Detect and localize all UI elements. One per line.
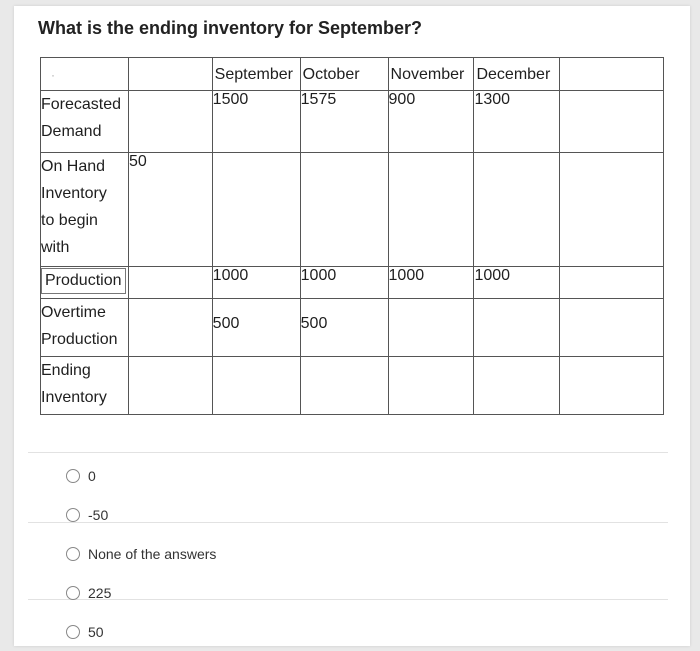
table-cell: 1000 (300, 267, 388, 299)
row-label-ending-inventory: Ending Inventory (41, 357, 129, 415)
answer-option[interactable] (66, 612, 216, 651)
table-row (41, 267, 664, 299)
option-label: 50 (88, 623, 104, 640)
header-empty-cell (128, 58, 212, 91)
empty-cell (128, 91, 212, 153)
option-label: -50 (88, 506, 109, 523)
answer-option[interactable] (66, 573, 216, 612)
answer-option[interactable] (66, 456, 216, 495)
table-cell: 1500 (212, 91, 300, 153)
table-cell: 1000 (388, 267, 474, 299)
on-hand-value: 50 (128, 153, 212, 267)
empty-cell (560, 267, 664, 299)
empty-cell (388, 153, 474, 267)
table-cell: 1000 (474, 267, 560, 299)
row-label-overtime-production: Overtime Production (41, 299, 129, 357)
empty-cell (474, 357, 560, 415)
answer-options (66, 456, 216, 651)
empty-cell (560, 357, 664, 415)
empty-cell (212, 153, 300, 267)
corner-cell: · (41, 58, 129, 91)
empty-cell (300, 357, 388, 415)
question-card (14, 6, 690, 646)
table-header-row (41, 58, 664, 91)
divider (28, 452, 668, 453)
table-cell: 1300 (474, 91, 560, 153)
empty-cell (388, 299, 474, 357)
question-text: What is the ending inventory for September? (38, 18, 423, 38)
answer-option[interactable] (66, 495, 216, 534)
radio-button-icon[interactable] (66, 469, 80, 483)
radio-button-icon[interactable] (66, 625, 80, 639)
table-cell: 900 (388, 91, 474, 153)
header-empty-cell (560, 58, 664, 91)
radio-button-icon[interactable] (66, 508, 80, 522)
table-cell: 1000 (212, 267, 300, 299)
table-row (41, 357, 664, 415)
table-row (41, 299, 664, 357)
option-label: 225 (88, 584, 112, 601)
empty-cell (388, 357, 474, 415)
empty-cell (560, 91, 664, 153)
empty-cell (128, 267, 212, 299)
empty-cell (128, 299, 212, 357)
empty-cell (128, 357, 212, 415)
table-cell: 500 (212, 299, 300, 357)
empty-cell (300, 153, 388, 267)
row-label-on-hand: On Hand Inventory to begin with (41, 153, 129, 267)
table-row (41, 91, 664, 153)
option-label: 0 (88, 467, 96, 484)
month-header: October (300, 58, 388, 91)
empty-cell (560, 299, 664, 357)
table-cell: 500 (300, 299, 388, 357)
option-label: None of the answers (88, 545, 217, 562)
empty-cell (474, 153, 560, 267)
month-header: September (212, 58, 300, 91)
answer-option[interactable] (66, 534, 216, 573)
radio-button-icon[interactable] (66, 547, 80, 561)
month-header: November (388, 58, 474, 91)
empty-cell (560, 153, 664, 267)
empty-cell (212, 357, 300, 415)
month-header: December (474, 58, 560, 91)
row-label-production: Production (41, 267, 129, 299)
radio-button-icon[interactable] (66, 586, 80, 600)
table-row (41, 153, 664, 267)
table-cell: 1575 (300, 91, 388, 153)
empty-cell (474, 299, 560, 357)
row-label-forecasted-demand: Forecasted Demand (41, 91, 129, 153)
inventory-table (40, 57, 664, 415)
